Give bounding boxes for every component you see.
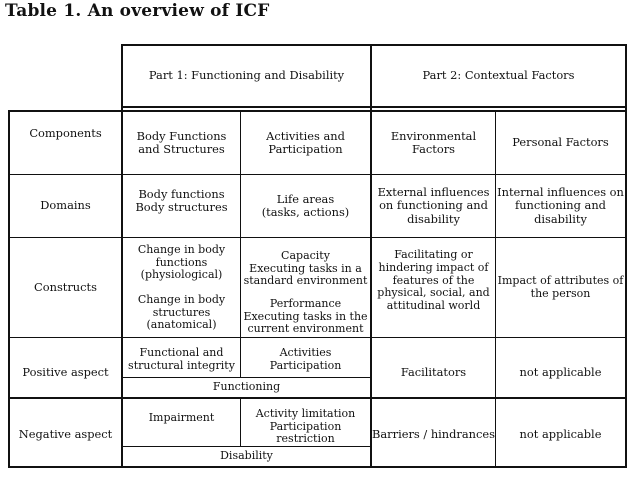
negative-personal: not applicable — [519, 427, 602, 442]
row-label-negative: Negative aspect — [18, 427, 113, 442]
row-label-positive: Positive aspect — [22, 365, 109, 380]
components-environmental: Environmental Factors — [390, 128, 477, 156]
positive-summary-functioning: Functioning — [212, 380, 281, 394]
constructs-body-structures: Change in body structures (anatomical) — [137, 293, 226, 332]
row-label-components: Components — [29, 126, 102, 141]
negative-body: Impairment — [148, 410, 215, 424]
constructs-personal: Impact of attributes of the person — [497, 274, 624, 300]
negative-activities: Activity limitation Participation restriction — [255, 407, 356, 446]
header-part1: Part 1: Functioning and Disability — [148, 68, 345, 83]
components-personal: Personal Factors — [512, 135, 609, 150]
row-label-domains: Domains — [40, 198, 91, 213]
domains-environmental: External influences on functioning and disability — [377, 185, 490, 226]
components-activities: Activities and Participation — [266, 128, 345, 156]
positive-body: Functional and structural integrity — [128, 346, 235, 372]
domains-body: Body functions Body structures — [135, 186, 228, 214]
header-part2: Part 2: Contextual Factors — [422, 68, 575, 83]
domains-personal: Internal influences on functioning and disability — [497, 185, 624, 226]
constructs-environmental: Facilitating or hindering impact of features of the physical, social, and attitudinal world — [377, 248, 490, 312]
negative-summary-disability: Disability — [220, 449, 273, 463]
rule-right-edge — [625, 44, 627, 468]
rule-table-bottom — [8, 466, 627, 468]
rule-header-bottom — [121, 106, 627, 108]
positive-activities: Activities Participation — [269, 346, 342, 372]
domains-activities: Life areas (tasks, actions) — [261, 191, 350, 219]
constructs-performance: Performance Executing tasks in the current environment — [243, 297, 368, 336]
negative-environmental: Barriers / hindrances — [372, 427, 495, 442]
components-body: Body Functions and Structures — [136, 128, 227, 156]
table-title: Table 1. An overview of ICF — [5, 1, 270, 21]
row-label-constructs: Constructs — [34, 279, 97, 294]
positive-environmental: Facilitators — [400, 365, 467, 380]
positive-personal: not applicable — [519, 365, 602, 380]
constructs-body-functions: Change in body functions (physiological) — [137, 243, 226, 282]
constructs-capacity: Capacity Executing tasks in a standard environment — [243, 249, 368, 288]
rule-positive-bottom — [8, 397, 627, 399]
